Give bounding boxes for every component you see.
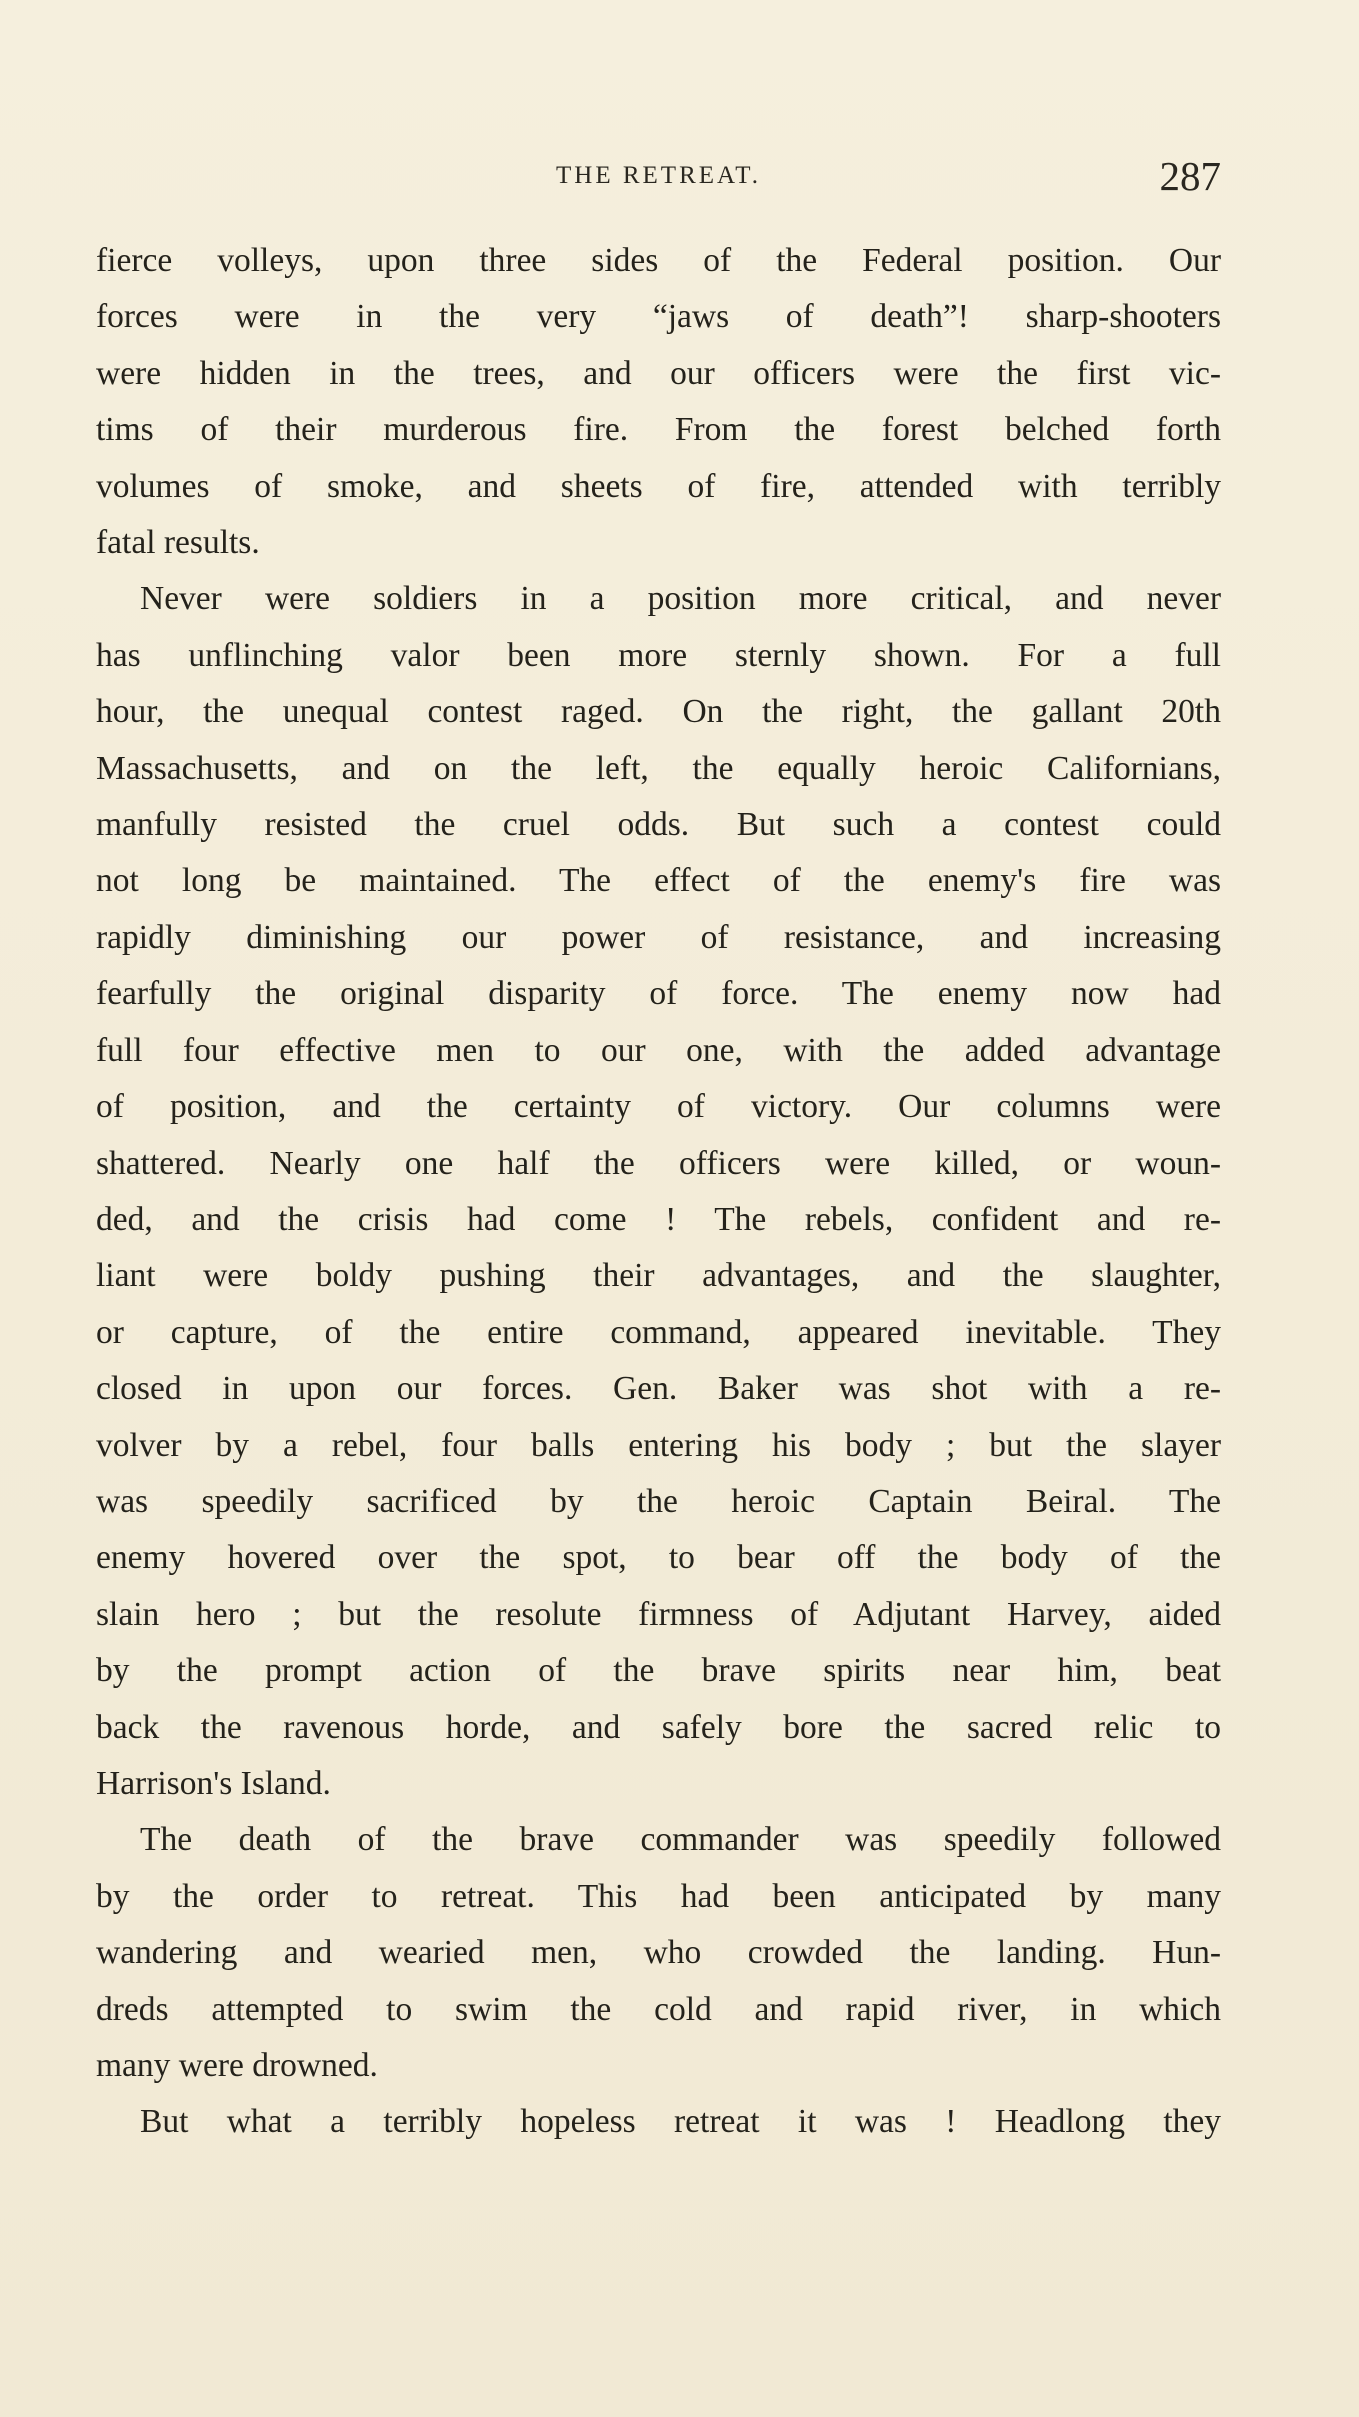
paragraph-3 [96, 1812, 1221, 2094]
text-line: closed in upon our forces. Gen. Baker was shot with a re- [96, 1370, 1221, 1408]
text-line: slain hero ; but the resolute firmness of Adjutant Harvey, aided [96, 1595, 1221, 1633]
text-line: manfully resisted the cruel odds. But such a contest could [96, 806, 1221, 844]
text-line: hour, the unequal contest raged. On the right, the gallant 20th [96, 693, 1221, 731]
text-line: fatal results. [96, 524, 260, 562]
text-line: has unflinching valor been more sternly shown. For a full [96, 636, 1221, 674]
text-line: rapidly diminishing our power of resistance, and increasing [96, 918, 1221, 956]
text-line: not long be maintained. The effect of the enemy's fire was [96, 862, 1221, 900]
text-line: by the order to retreat. This had been anticipated by many [96, 1877, 1221, 1915]
page-header [96, 150, 1221, 202]
text-line: of position, and the certainty of victory. Our columns were [96, 1088, 1221, 1126]
text-line: ded, and the crisis had come ! The rebels, confident and re- [96, 1200, 1221, 1238]
text-line: by the prompt action of the brave spirits near him, beat [96, 1652, 1221, 1690]
text-line: enemy hovered over the spot, to bear off the body of the [96, 1539, 1221, 1577]
text-line: or capture, of the entire command, appeared inevitable. They [96, 1313, 1221, 1351]
text-line: Harrison's Island. [96, 1764, 331, 1802]
text-line: many were drowned. [96, 2047, 378, 2084]
running-head-title: THE RETREAT. [556, 162, 761, 189]
text-line: shattered. Nearly one half the officers were killed, or woun- [96, 1144, 1221, 1182]
paragraph-4 [96, 2094, 1221, 2150]
text-line: But what a terribly hopeless retreat it was ! Headlong they [140, 2103, 1221, 2141]
text-line: was speedily sacrificed by the heroic Captain Beiral. The [96, 1482, 1221, 1520]
text-line: back the ravenous horde, and safely bore the sacred relic to [96, 1708, 1221, 1746]
text-line: fearfully the original disparity of force. The enemy now had [96, 975, 1221, 1013]
paragraph-1 [96, 233, 1221, 571]
text-line: volumes of smoke, and sheets of fire, attended with terribly [96, 467, 1221, 505]
text-line: wandering and wearied men, who crowded the landing. Hun- [96, 1934, 1221, 1972]
text-line: full four effective men to our one, with the added advantage [96, 1031, 1221, 1069]
text-line: volver by a rebel, four balls entering his body ; but the slayer [96, 1426, 1221, 1464]
text-line: forces were in the very “jaws of death”! sharp-shooters [96, 298, 1221, 336]
text-line: fierce volleys, upon three sides of the Federal position. Our [96, 242, 1221, 279]
page-number: 287 [1159, 153, 1221, 199]
text-line: tims of their murderous fire. From the forest belched forth [96, 411, 1221, 449]
text-line: liant were boldy pushing their advantages, and the slaughter, [96, 1257, 1221, 1295]
paragraph-2 [96, 571, 1221, 1812]
body-text [96, 233, 1221, 2151]
text-line: dreds attempted to swim the cold and rapid river, in which [96, 1990, 1221, 2028]
text-line: The death of the brave commander was speedily followed [140, 1821, 1221, 1859]
text-line: were hidden in the trees, and our officers were the first vic- [96, 354, 1221, 392]
text-line: Massachusetts, and on the left, the equally heroic Californians, [96, 749, 1221, 787]
text-line: Never were soldiers in a position more critical, and never [140, 580, 1221, 618]
